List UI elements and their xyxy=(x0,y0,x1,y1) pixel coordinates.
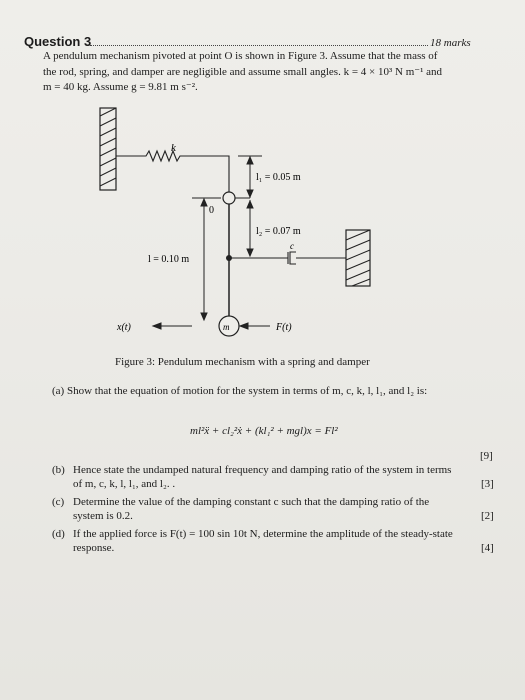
spring-label: k xyxy=(171,142,176,154)
force-label: F(t) xyxy=(276,322,292,333)
total-marks: 18 marks xyxy=(430,37,471,49)
part-a-text: (a) Show that the equation of motion for the system in terms of m, c, k, l, l₁, and l₂ is: xyxy=(52,385,428,397)
l-label: l = 0.10 m xyxy=(148,254,190,265)
l1-label: l₁ = 0.05 m xyxy=(256,172,301,183)
intro-line-1: A pendulum mechanism pivoted at point O is shown in Figure 3. Assume that the mass of xyxy=(43,50,438,62)
part-c-label: (c) xyxy=(52,496,65,508)
l2-label: l₂ = 0.07 m xyxy=(256,226,301,237)
part-a-mark: [9] xyxy=(480,450,493,462)
displacement-arrow xyxy=(153,323,192,329)
pivot-point xyxy=(223,192,235,204)
part-b-line-1: Hence state the undamped natural frequency and damping ratio of the system in terms xyxy=(73,464,452,476)
part-b-line-2: of m, c, k, l, l₁, and l₂. . xyxy=(73,478,176,490)
part-c-line-1: Determine the value of the damping constant c such that the damping ratio of the xyxy=(73,496,430,508)
pivot-label: 0 xyxy=(209,205,214,216)
spring xyxy=(116,151,229,192)
figure-caption: Figure 3: Pendulum mechanism with a spring and damper xyxy=(115,356,370,368)
part-c-line-2: system is 0.2. xyxy=(73,510,133,522)
part-c-mark: [2] xyxy=(481,510,494,522)
damper-label: c xyxy=(290,241,294,251)
part-d-label: (d) xyxy=(52,528,65,540)
question-title: Question 3 xyxy=(24,34,92,49)
intro-line-3: m = 40 kg. Assume g = 9.81 m s⁻². xyxy=(43,81,198,93)
part-b-label: (b) xyxy=(52,464,65,476)
part-d-line-1: If the applied force is F(t) = 100 sin 10t N, determine the amplitude of the steady-state xyxy=(73,528,453,540)
part-d-line-2: response. xyxy=(73,542,115,554)
l-dimension xyxy=(192,198,221,320)
part-d-mark: [4] xyxy=(481,542,494,554)
equation-of-motion: ml²ẍ + cl₂²ẋ + (kl₁² + mgl)x = Fl² xyxy=(190,425,338,437)
displacement-label: x(t) xyxy=(117,322,131,333)
mass-label: m xyxy=(223,322,230,332)
part-b-mark: [3] xyxy=(481,478,494,490)
damper xyxy=(288,252,346,264)
force-arrow xyxy=(240,323,270,329)
left-wall xyxy=(100,108,116,190)
intro-line-2: the rod, spring, and damper are negligible and assume small angles. k = 4 × 10³ N m⁻¹ and xyxy=(43,66,443,78)
right-wall xyxy=(346,230,370,286)
